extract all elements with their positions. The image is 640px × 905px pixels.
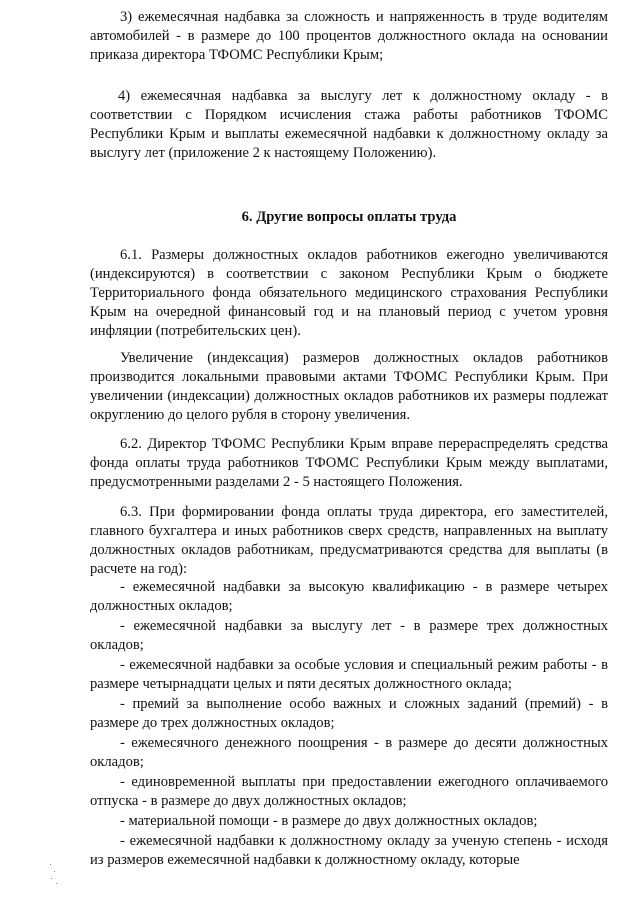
document-page: [90, 0, 608, 905]
paragraph-6-1: 6.1. Размеры должностных окладов работников ежегодно увеличиваются (индексируются) в соответствии с законом Республики Крым о бюджете Территориального фонда обязательного медицинского страхования Республики Крым на очередной финансовый год и на плановый период с учетом уровня инфляции (потребительских цен).: [90, 247, 608, 339]
paragraph-item-3: 3) ежемесячная надбавка за сложность и напряженность в труде водителям автомобилей - в размере до 100 процентов должностного оклада на основании приказа директора ТФОМС Республики Крым;: [90, 9, 608, 63]
paragraph-6-2: 6.2. Директор ТФОМС Республики Крым вправе перераспределять средства фонда оплаты труда работников ТФОМС Республики Крым между выплатами, предусмотренными разделами 2 - 5 настоящего Положения.: [90, 436, 608, 490]
list-item-vacation-payment: - единовременной выплаты при предоставлении ежегодного оплачиваемого отпуска - в размере до двух должностных окладов;: [90, 774, 608, 809]
list-item-seniority: - ежемесячной надбавки за выслугу лет - в размере трех должностных окладов;: [90, 618, 608, 653]
list-item-academic-degree: - ежемесячной надбавки к должностному окладу за ученую степень - исходя из размеров ежемесячной надбавки к должностному окладу, которые: [90, 833, 608, 868]
list-item-monthly-incentive: - ежемесячного денежного поощрения - в размере до десяти должностных окладов;: [90, 735, 608, 770]
paragraph-item-4: 4) ежемесячная надбавка за выслугу лет к должностному окладу - в соответствии с Порядком исчисления стажа работы работников ТФОМС Республики Крым и выплаты ежемесячной надбавки к должностному окладу за выслугу лет (приложение 2 к настоящему Положению).: [90, 88, 608, 161]
list-item-bonuses: - премий за выполнение особо важных и сложных заданий (премий) - в размере до трех должностных окладов;: [90, 696, 608, 731]
paragraph-6-1-indexation: Увеличение (индексация) размеров должностных окладов работников производится локальными правовыми актами ТФОМС Республики Крым. При увеличении (индексации) должностных окладов работников их размеры подлежат округлению до целого рубля в сторону увеличения.: [90, 350, 608, 423]
list-item-material-aid: - материальной помощи - в размере до двух должностных окладов;: [120, 813, 538, 829]
section-6-heading: 6. Другие вопросы оплаты труда: [241, 209, 457, 225]
list-item-qualification: - ежемесячной надбавки за высокую квалификацию - в размере четырех должностных окладов;: [90, 579, 608, 614]
list-item-special-conditions: - ежемесячной надбавки за особые условия и специальный режим работы - в размере четырнадцати целых и пяти десятых должностного оклада;: [90, 657, 608, 692]
scan-specks: [48, 862, 62, 886]
paragraph-6-3: 6.3. При формировании фонда оплаты труда директора, его заместителей, главного бухгалтера и иных работников сверх средств, направленных на выплату должностных окладов работникам, предусматриваются средства для выплаты (в расчете на год):: [90, 504, 608, 577]
